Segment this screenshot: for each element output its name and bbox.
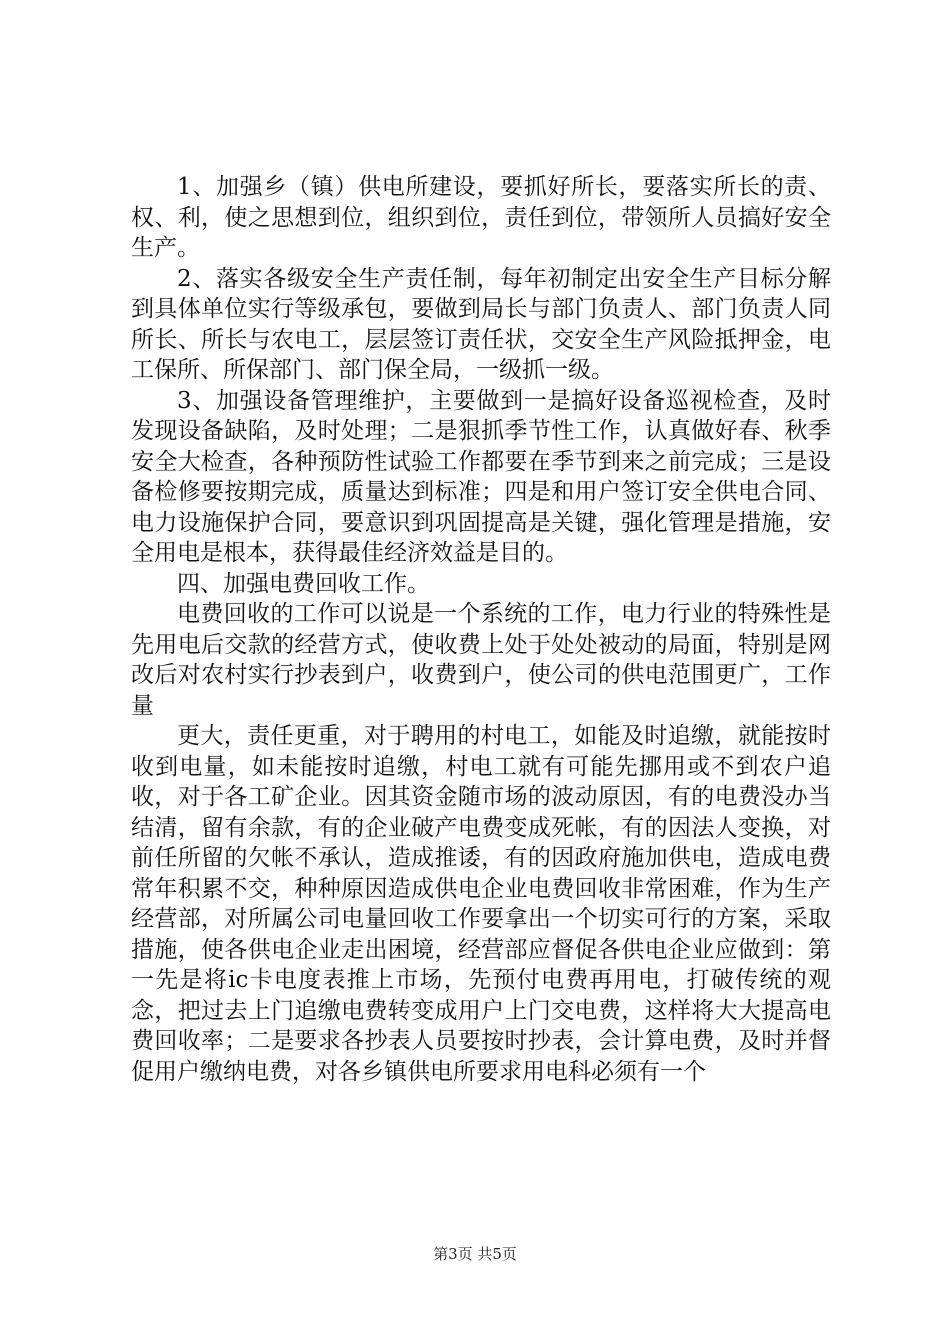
page-number-footer: 第3页 共5页 [433,1245,517,1263]
paragraph-2: 2、落实各级安全生产责任制，每年初制定出安全生产目标分解到具体单位实行等级承包，要做到局长与部门负责人、部门负责人同所长、所长与农电工，层层签订责任状，交安全生产风险抵押金，电工保所、所保部门、部门保全局，一级抓一级。 [131,265,831,383]
section-heading: 四、加强电费回收工作。 [177,570,430,597]
paragraph-3: 3、加强设备管理维护，主要做到一是搞好设备巡视检查，及时发现设备缺陷，及时处理；二是狠抓季节性工作，认真做好春、秋季安全大检查，各种预防性试验工作都要在季节到来之前完成；三是设备检修要按期完成，质量达到标准；四是和用户签订安全供电合同、电力设施保护合同，要意识到巩固提高是关键，强化管理是措施，安全用电是根本，获得最佳经济效益是目的。 [131,387,831,566]
paragraph-1: 1、加强乡（镇）供电所建设，要抓好所长，要落实所长的责、权、利，使之思想到位，组织到位，责任到位，带领所人员搞好安全生产。 [131,174,831,261]
paragraph-6: 更大，责任更重，对于聘用的村电工，如能及时追缴，就能按时收到电量，如未能按时追缴，村电工就有可能先挪用或不到农户追收，对于各工矿企业。因其资金随市场的波动原因，有的电费没办当结清，留有余款，有的企业破产电费变成死帐，有的因法人变换，对前任所留的欠帐不承认，造成推诿，有的因政府施加供电，造成电费常年积累不交，种种原因造成供电企业电费回收非常困难，作为生产经营部，对所属公司电量回收工作要拿出一个切实可行的方案，采取措施，使各供电企业走出困境，经营部应督促各供电企业应做到：第一先是将ic卡电度表推上市场，先预付电费再用电，打破传统的观念，把过去上门追缴电费转变成用户上门交电费，这样将大大提高电费回收率；二是要求各抄表人员要按时抄表，会计算电费，及时并督促用户缴纳电费，对各乡镇供电所要求用电科必须有一个 [131,723,831,1085]
document-body [131,172,831,1087]
paragraph-5: 电费回收的工作可以说是一个系统的工作，电力行业的特殊性是先用电后交款的经营方式，使收费上处于处处被动的局面，特别是网改后对农村实行抄表到户，收费到户，使公司的供电范围更广，工作量 [131,601,831,719]
